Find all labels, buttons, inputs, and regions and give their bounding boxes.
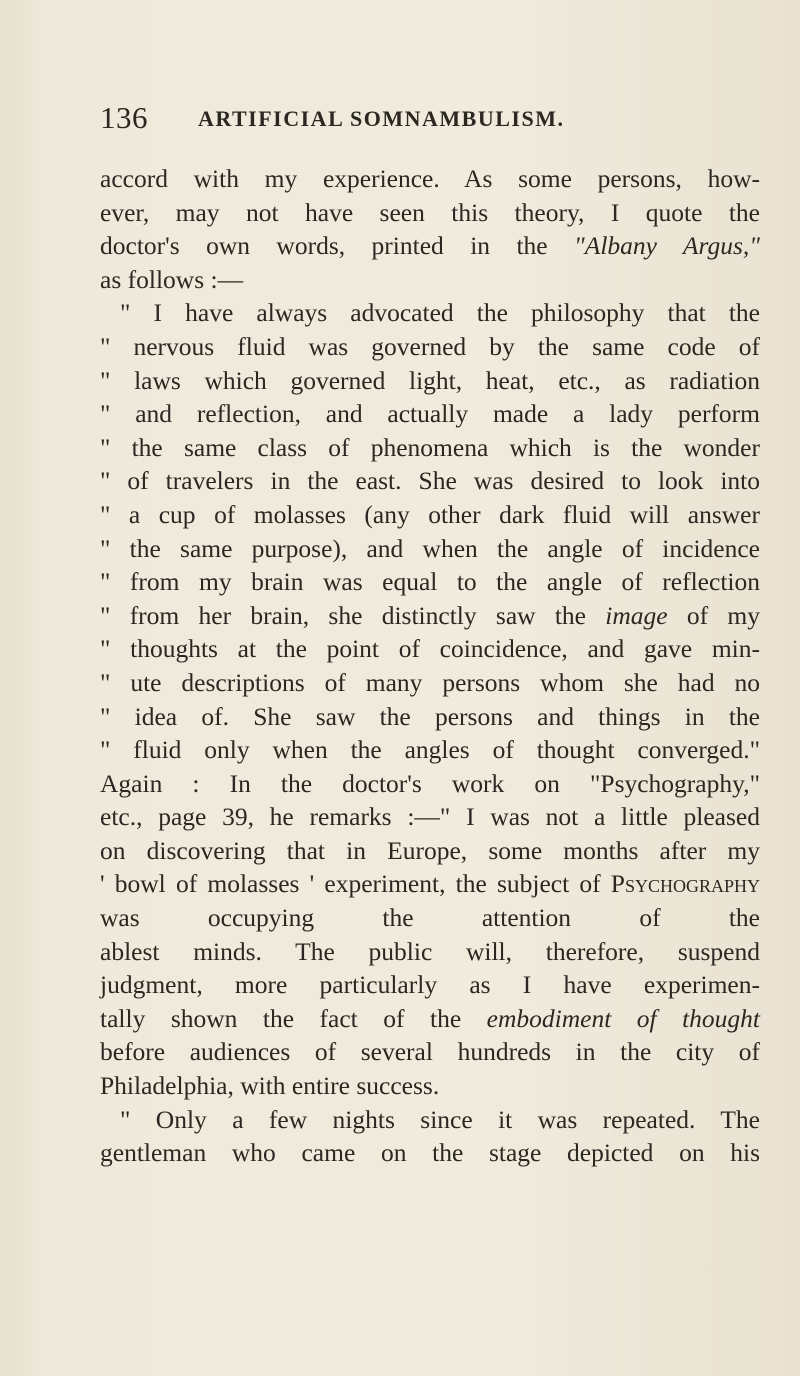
running-title: ARTIFICIAL SOMNAMBULISM.: [198, 106, 565, 131]
text-segment: ' bowl of molasses ' experiment, the subject of: [100, 869, 601, 899]
text-line: " the same class of phenomena which is the wonder: [100, 432, 760, 462]
text-segment: tally shown the fact of the: [100, 1003, 462, 1033]
text-line: Philadelphia, with entire success.: [100, 1071, 440, 1101]
text-segment: doctor's own words, printed in the: [100, 231, 548, 261]
text-line: " idea of. She saw the persons and things in the: [100, 701, 760, 731]
text-line: judgment, more particularly as I have experimen-: [100, 970, 760, 1000]
body-text: [100, 162, 760, 1170]
text-line: [100, 867, 760, 901]
text-line: " of travelers in the east. She was desired to look into: [100, 466, 760, 496]
text-line: " from my brain was equal to the angle of reflection: [100, 567, 760, 597]
text-line: " I have always advocated the philosophy that the: [120, 298, 760, 328]
text-line: as follows :—: [100, 264, 244, 294]
text-line: " thoughts at the point of coincidence, and gave min-: [100, 634, 760, 664]
text-line: ablest minds. The public will, therefore, suspend: [100, 936, 760, 966]
text-line: [100, 229, 760, 263]
text-line: [100, 599, 760, 633]
text-segment: " from her brain, she distinctly saw the: [100, 600, 586, 630]
text-line: etc., page 39, he remarks :—" I was not a little pleased: [100, 802, 760, 832]
text-line: accord with my experience. As some persons, how-: [100, 164, 760, 193]
text-line: " and reflection, and actually made a lady perform: [100, 399, 760, 429]
text-line: " ute descriptions of many persons whom she had no: [100, 667, 760, 697]
text-line: " a cup of molasses (any other dark fluid will answer: [100, 499, 760, 529]
italic-title: "Albany Argus,": [574, 231, 760, 261]
text-line: " nervous fluid was governed by the same code of: [100, 331, 760, 361]
text-line: before audiences of several hundreds in the city of: [100, 1037, 760, 1067]
text-line: " laws which governed light, heat, etc., as radiation: [100, 365, 760, 395]
smallcaps-word: Psychography: [610, 869, 761, 899]
text-line: " the same purpose), and when the angle of incidence: [100, 533, 760, 563]
text-line: " fluid only when the angles of thought converged.": [100, 735, 760, 765]
text-line: was occupying the attention of the: [100, 903, 760, 933]
text-line: Again : In the doctor's work on "Psychography,": [100, 768, 760, 798]
italic-phrase: embodiment of thought: [486, 1003, 761, 1033]
page-header: [100, 100, 740, 140]
italic-word: image: [605, 600, 668, 630]
text-line: gentleman who came on the stage depicted on his: [100, 1138, 760, 1168]
page-number: 136: [100, 100, 148, 135]
text-line: on discovering that in Europe, some months after my: [100, 835, 760, 865]
text-segment: of my: [686, 600, 760, 630]
text-line: " Only a few nights since it was repeated. The: [120, 1104, 760, 1134]
text-line: [100, 1002, 760, 1036]
text-line: ever, may not have seen this theory, I quote the: [100, 197, 760, 227]
